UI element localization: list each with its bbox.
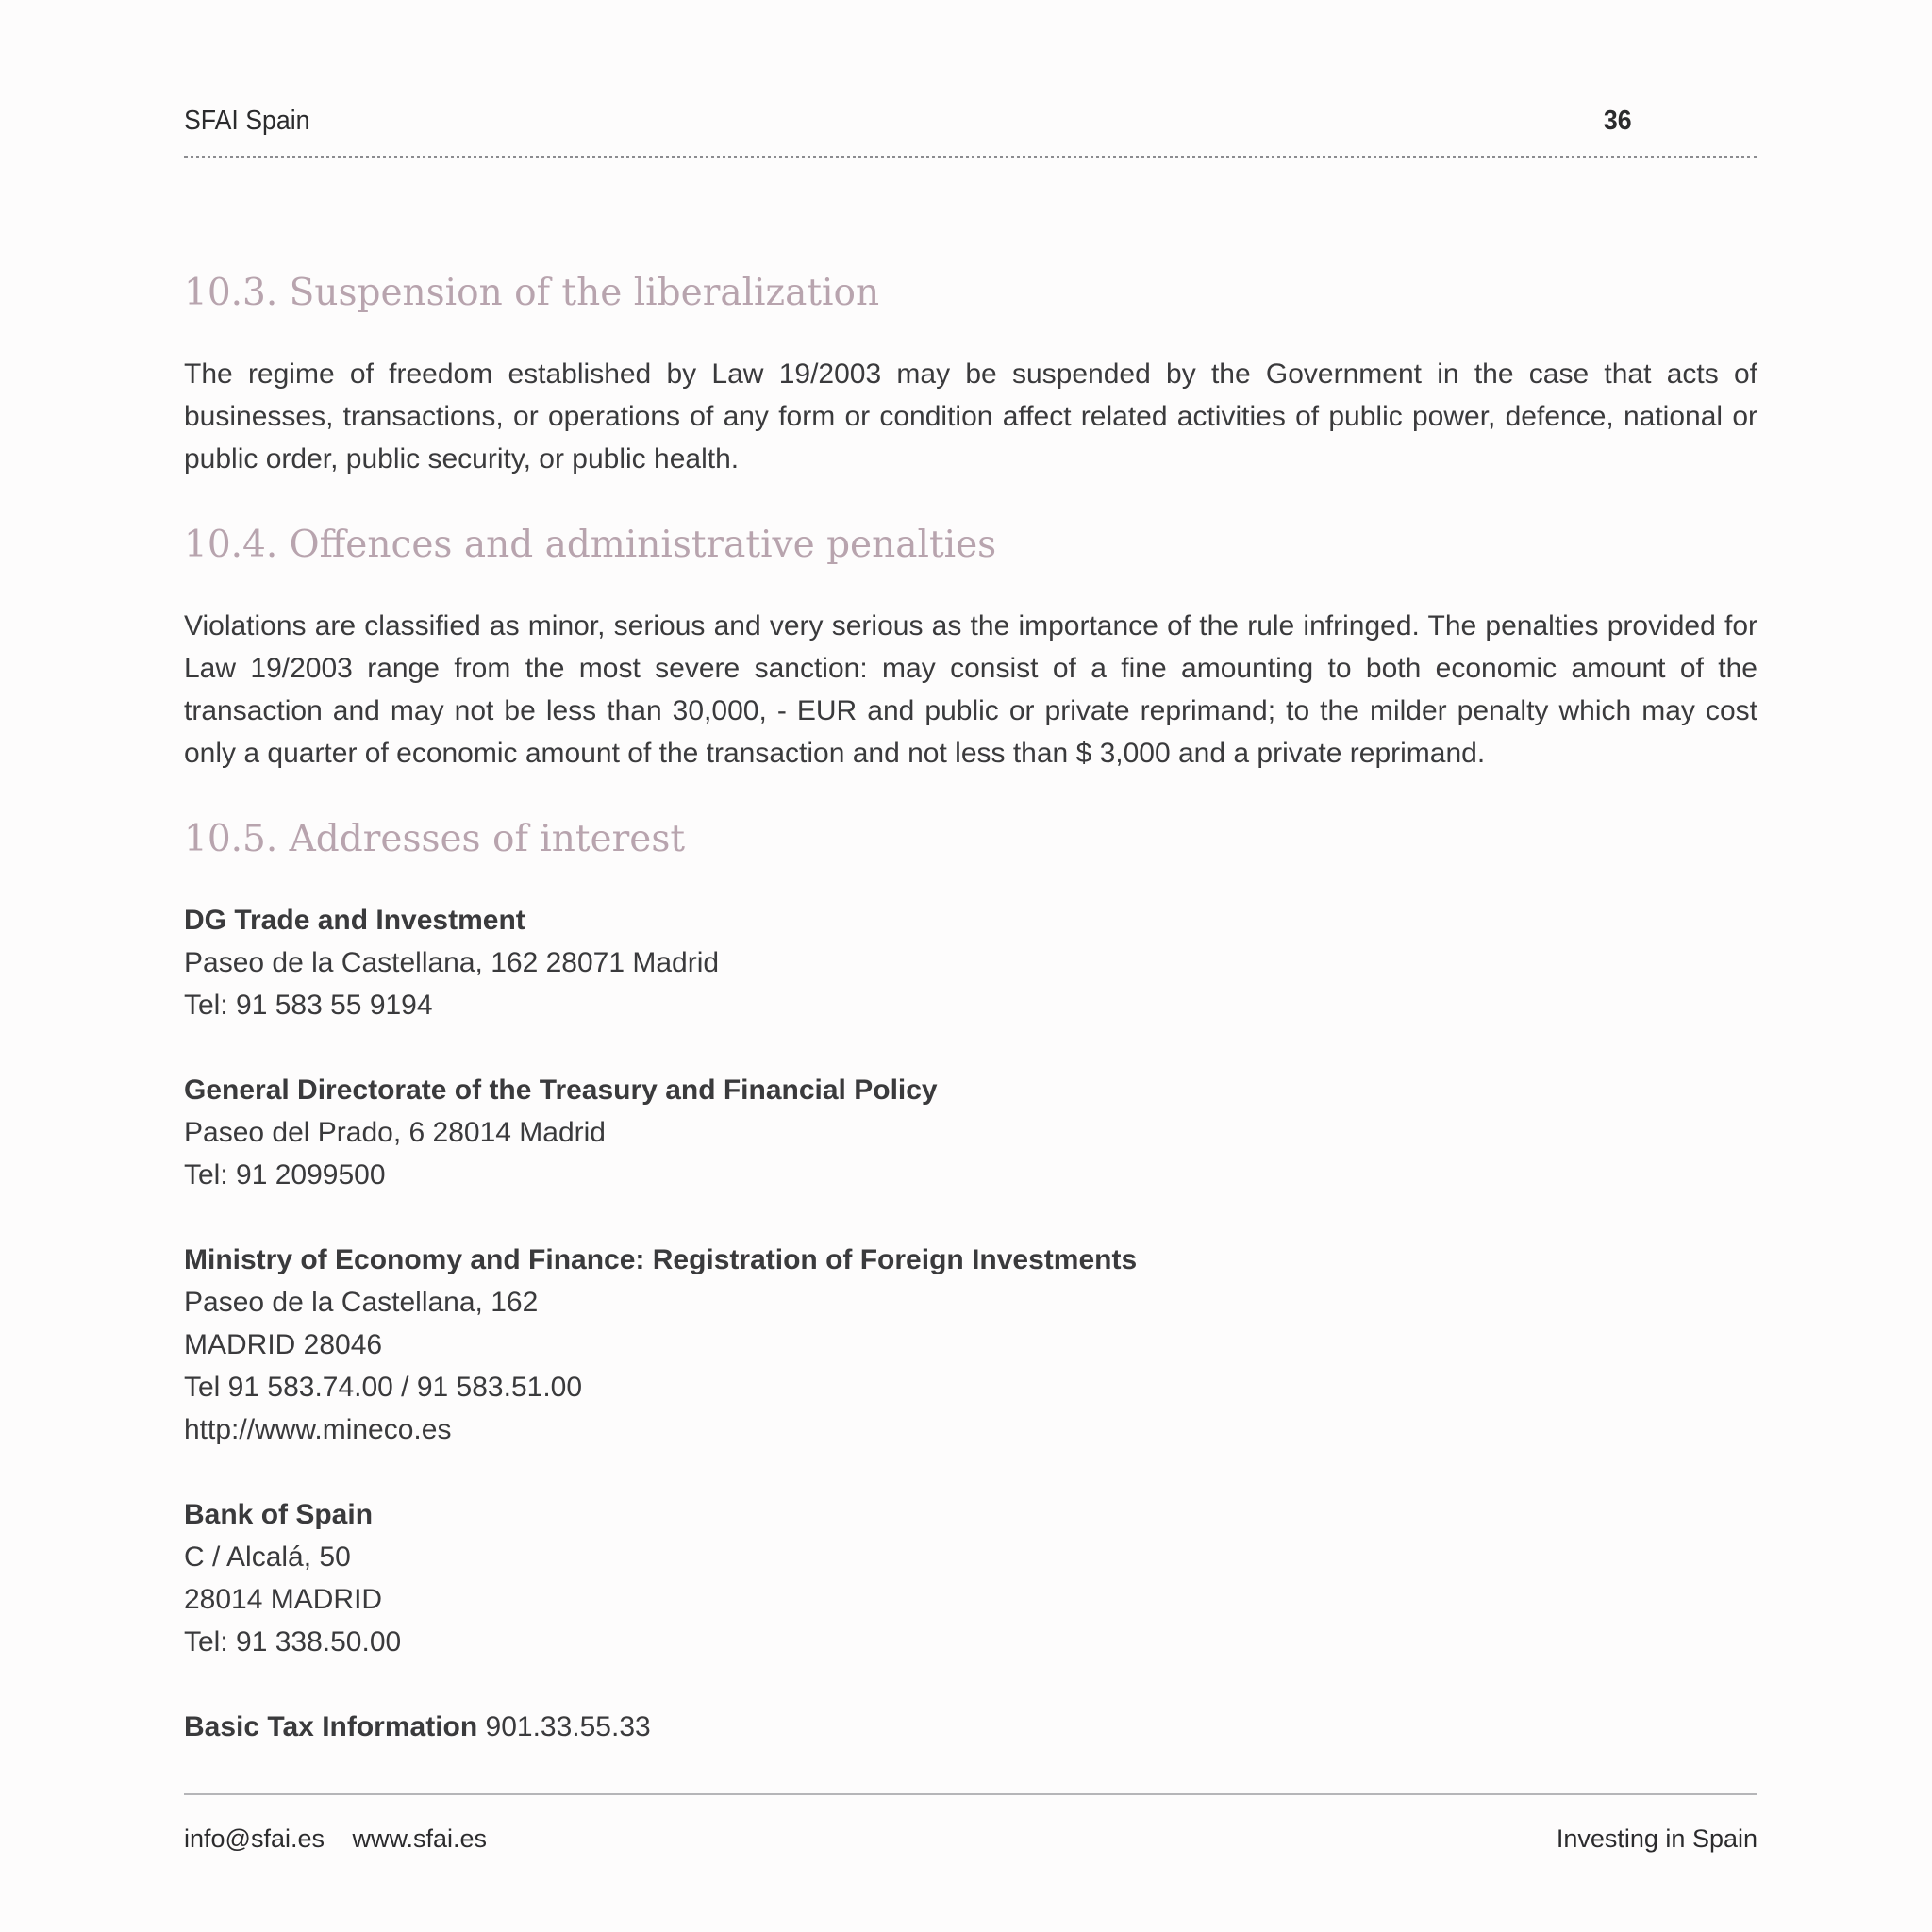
address-phone: Tel: 91 2099500	[184, 1159, 386, 1191]
address-line: 28014 MADRID	[184, 1584, 383, 1615]
address-line: Paseo de la Castellana, 162	[184, 1287, 539, 1318]
section-title-10-5: 10.5. Addresses of interest	[184, 818, 686, 860]
address-treasury	[184, 1069, 1757, 1196]
header-dotted-divider	[184, 156, 1757, 158]
main-content	[184, 266, 1757, 1748]
address-org-name: General Directorate of the Treasury and Financial Policy	[184, 1074, 938, 1106]
footer-email: info@sfai.es	[184, 1824, 325, 1853]
address-org-name: Bank of Spain	[184, 1499, 374, 1530]
address-ministry-economy	[184, 1239, 1757, 1451]
address-org-name: Ministry of Economy and Finance: Registration of Foreign Investments	[184, 1244, 1138, 1275]
page-header	[184, 106, 1632, 137]
page-footer	[184, 1824, 1757, 1854]
address-website: http://www.mineco.es	[184, 1414, 452, 1445]
address-phone: Tel: 91 583 55 9194	[184, 990, 433, 1021]
address-org-name: DG Trade and Investment	[184, 905, 525, 936]
tax-info-line	[184, 1706, 1757, 1748]
tax-info-number: 901.33.55.33	[485, 1711, 651, 1742]
footer-publication: Investing in Spain	[1556, 1824, 1757, 1853]
page-number: 36	[1603, 106, 1632, 136]
address-line: C / Alcalá, 50	[184, 1541, 351, 1573]
address-list	[184, 899, 1757, 1748]
address-phone: Tel: 91 338.50.00	[184, 1626, 402, 1657]
footer-website: www.sfai.es	[352, 1824, 488, 1853]
address-line: Paseo del Prado, 6 28014 Madrid	[184, 1117, 606, 1148]
header-title: SFAI Spain	[184, 106, 310, 136]
address-line: Paseo de la Castellana, 162 28071 Madrid	[184, 947, 720, 978]
section-body-10-4: Violations are classified as minor, serious and very serious as the importance of the rule infringed. The penalties provided for Law 19/2003 range from the most severe sanction: may consist of a fine amounting to both economic amount of the transaction and may not be less than 30,000, - EUR and public or private reprimand; to the milder penalty which may cost only a quarter of economic amount of the transaction and not less than $ 3,000 and a private reprimand.	[184, 610, 1757, 769]
section-title-10-3: 10.3. Suspension of the liberalization	[184, 272, 880, 314]
footer-divider	[184, 1793, 1757, 1795]
address-phone: Tel 91 583.74.00 / 91 583.51.00	[184, 1372, 583, 1403]
section-body-10-3: The regime of freedom established by Law 19/2003 may be suspended by the Government in the case that acts of businesses, transactions, or operations of any form or condition affect related activities of public power, defence, national or public order, public security, or public health.	[184, 358, 1757, 475]
address-bank-of-spain	[184, 1493, 1757, 1663]
tax-info-label: Basic Tax Information	[184, 1711, 478, 1742]
address-dg-trade	[184, 899, 1757, 1026]
address-line: MADRID 28046	[184, 1329, 383, 1360]
section-title-10-4: 10.4. Offences and administrative penalties	[184, 524, 997, 566]
